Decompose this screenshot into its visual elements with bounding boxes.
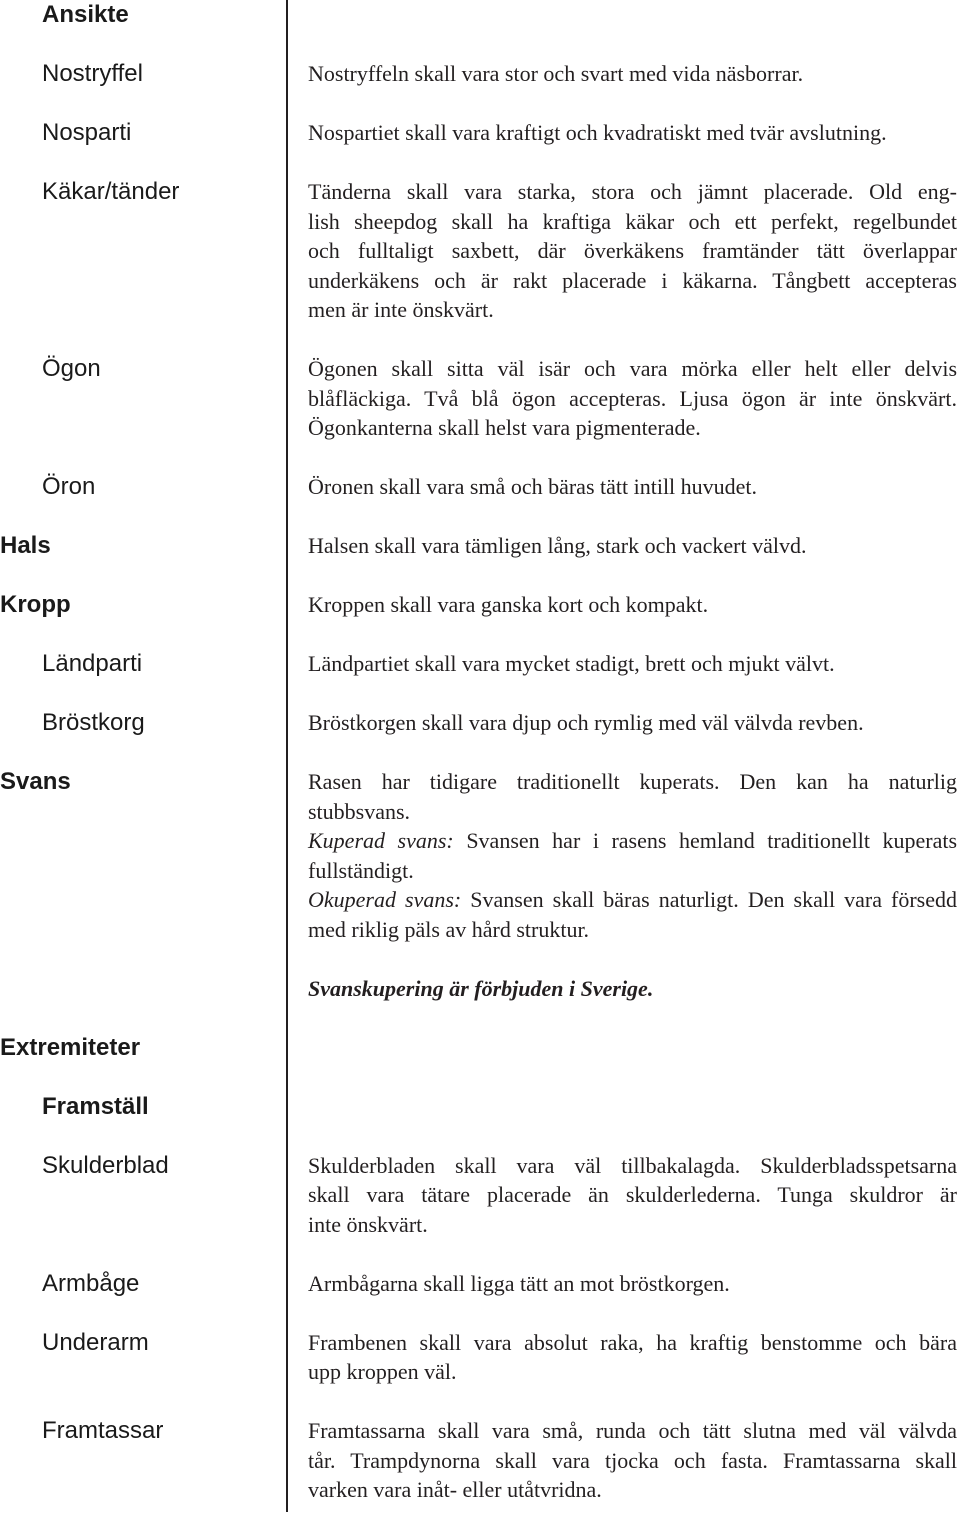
- description-line: inte önskvärt.: [308, 1211, 428, 1237]
- standard-row: [0, 472, 960, 502]
- standard-row: [0, 1092, 960, 1122]
- description-line: Öronen skall vara små och bäras tätt intill huvudet.: [308, 474, 758, 499]
- description-line: upp kroppen väl.: [308, 1359, 457, 1384]
- standard-row: [0, 59, 960, 89]
- standard-row: [0, 177, 960, 325]
- description: [308, 1328, 957, 1387]
- description-line: Tänderna skall vara starka, stora och jämnt placerade. Old eng-: [308, 179, 957, 204]
- description: [308, 118, 957, 148]
- field-label: Bröstkorg: [42, 709, 145, 736]
- italic-lead: Kuperad svans:: [308, 828, 454, 853]
- column-divider: [286, 0, 288, 1512]
- description: [308, 1416, 957, 1505]
- standard-row: [0, 1416, 960, 1505]
- description-line: Armbågarna skall ligga tätt an mot bröstkorgen.: [308, 1270, 730, 1296]
- description-line: Framtassarna skall vara små, runda och tätt slutna med väl välvda: [308, 1418, 957, 1443]
- description-line: blåfläckiga. Två blå ögon accepteras. Ljusa ögon är inte önskvärt.: [308, 385, 957, 411]
- description-line: [308, 826, 957, 856]
- description: [308, 1092, 957, 1122]
- description-line: fullständigt.: [308, 857, 414, 883]
- description: [308, 1269, 957, 1299]
- field-label: Nostryffel: [42, 60, 143, 87]
- section-heading: Svans: [0, 768, 71, 795]
- description-line: Frambenen skall vara absolut raka, ha kraftig benstomme och bära: [308, 1329, 957, 1355]
- description: [308, 354, 957, 443]
- description: [308, 590, 957, 620]
- field-label: Skulderblad: [42, 1151, 169, 1179]
- italic-lead: Okuperad svans:: [308, 887, 462, 912]
- standard-row: [0, 1269, 960, 1299]
- standard-row: [0, 708, 960, 738]
- description-line: men är inte önskvärt.: [308, 297, 494, 322]
- description-line: Kroppen skall vara ganska kort och kompakt.: [308, 592, 709, 617]
- standard-row: [0, 0, 960, 30]
- subsection-heading: Framställ: [42, 1092, 149, 1120]
- field-label: Öron: [42, 473, 96, 500]
- description-line: tår. Trampdynorna skall vara tjocka och fasta. Framtassarna skall: [308, 1447, 957, 1473]
- standard-row: [0, 649, 960, 679]
- description: [308, 1151, 957, 1240]
- field-label: Ländparti: [42, 650, 143, 677]
- field-label: Ögon: [42, 355, 101, 382]
- description-line: Ländpartiet skall vara mycket stadigt, brett och mjukt välvt.: [308, 651, 835, 676]
- description-line: [308, 885, 957, 915]
- section-heading: Hals: [0, 532, 51, 559]
- field-label: Nosparti: [42, 119, 132, 146]
- description: [308, 0, 957, 30]
- standard-row: [0, 354, 960, 443]
- standard-row: [0, 531, 960, 561]
- description: [308, 708, 957, 738]
- note-text: [308, 974, 957, 1004]
- description-line: med riklig päls av hård struktur.: [308, 916, 590, 942]
- description-line: och fulltaligt saxbett, där överkäkens framtänder tätt överlappar: [308, 238, 957, 263]
- description-line: Rasen har tidigare traditionellt kuperats. Den kan ha naturlig: [308, 769, 957, 794]
- description-line: Ögonen skall sitta väl isär och vara mörka eller helt eller delvis: [308, 356, 957, 381]
- standard-row: [0, 1151, 960, 1240]
- description-line: varken vara inåt- eller utåtvridna.: [308, 1477, 602, 1502]
- description: [308, 531, 957, 561]
- description-line: Nospartiet skall vara kraftigt och kvadratiskt med tvär avslutning.: [308, 120, 887, 145]
- description-line: lish sheepdog skall ha kraftiga käkar och ett perfekt, regelbundet: [308, 208, 957, 234]
- description: [308, 177, 957, 325]
- section-heading: Kropp: [0, 591, 71, 618]
- description-line: Ögonkanterna skall helst vara pigmenterade.: [308, 415, 701, 440]
- field-label: Underarm: [42, 1328, 149, 1356]
- description-line: Nostryffeln skall vara stor och svart med vida näsborrar.: [308, 61, 804, 86]
- section-heading: Extremiteter: [0, 1033, 141, 1061]
- description: [308, 767, 957, 944]
- description: [308, 1033, 957, 1063]
- description: [308, 59, 957, 89]
- description-line: Bröstkorgen skall vara djup och rymlig med väl välvda revben.: [308, 710, 864, 735]
- description-line: Halsen skall vara tämligen lång, stark och vackert välvd.: [308, 533, 807, 558]
- description-text: Svansen har i rasens hemland traditionellt kuperats: [466, 828, 958, 853]
- standard-row: [0, 118, 960, 148]
- description-text: Svansen skall bäras naturligt. Den skall vara försedd: [470, 887, 957, 912]
- field-label: Armbåge: [42, 1269, 140, 1297]
- standard-row: [0, 767, 960, 944]
- description-line: stubbsvans.: [308, 798, 411, 824]
- description: [308, 649, 957, 679]
- field-label: Framtassar: [42, 1417, 164, 1444]
- standard-row: [0, 1033, 960, 1063]
- note-line: Svanskupering är förbjuden i Sverige.: [308, 975, 654, 1001]
- description-line: Skulderbladen skall vara väl tillbakalagda. Skulderbladsspetsarna: [308, 1152, 957, 1178]
- label-spacer: [0, 974, 308, 1004]
- standard-row: [0, 1328, 960, 1387]
- description-line: skall vara tätare placerade än skulderlederna. Tunga skuldror är: [308, 1182, 957, 1207]
- description-line: underkäkens och är rakt placerade i käkarna. Tångbett accepteras: [308, 267, 957, 293]
- description: [308, 472, 957, 502]
- field-label: Käkar/tänder: [42, 178, 180, 205]
- note-row: [0, 974, 960, 1004]
- subsection-heading: Ansikte: [42, 1, 129, 28]
- standard-row: [0, 590, 960, 620]
